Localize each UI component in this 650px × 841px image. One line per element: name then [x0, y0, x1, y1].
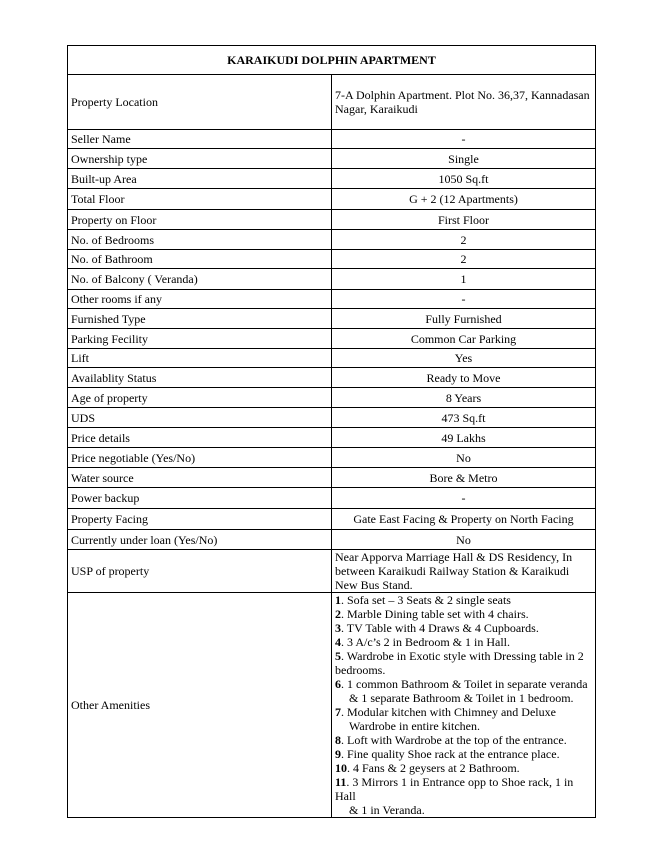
- property-details-table: [67, 45, 596, 818]
- detail-label: Seller Name: [68, 130, 332, 149]
- amenity-number: 1: [335, 593, 341, 607]
- amenity-number: 4: [335, 635, 341, 649]
- detail-label: No. of Bedrooms: [68, 230, 332, 250]
- detail-label: Property on Floor: [68, 210, 332, 230]
- detail-value: -: [332, 130, 596, 149]
- detail-label: Property Facing: [68, 509, 332, 530]
- detail-label: Currently under loan (Yes/No): [68, 530, 332, 550]
- detail-row: [68, 250, 596, 269]
- detail-value: Fully Furnished: [332, 309, 596, 329]
- detail-value: 473 Sq.ft: [332, 408, 596, 428]
- amenity-item: [335, 649, 592, 677]
- amenity-text: . Fine quality Shoe rack at the entrance place.: [341, 747, 560, 761]
- detail-row: [68, 290, 596, 309]
- detail-value: Gate East Facing & Property on North Facing: [332, 509, 596, 530]
- detail-row: [68, 448, 596, 468]
- amenities-list: [332, 593, 596, 818]
- detail-label: Water source: [68, 468, 332, 488]
- amenity-item: [335, 775, 592, 803]
- amenity-number: 11: [335, 775, 347, 789]
- detail-label: Age of property: [68, 388, 332, 408]
- amenity-item: [335, 761, 592, 775]
- detail-value: 49 Lakhs: [332, 428, 596, 448]
- amenity-number: 2: [335, 607, 341, 621]
- detail-value: Yes: [332, 349, 596, 368]
- amenity-text: . 1 common Bathroom & Toilet in separate veranda: [341, 677, 588, 691]
- amenity-number: 5: [335, 649, 341, 663]
- amenity-item: [335, 635, 592, 649]
- detail-value: 1: [332, 269, 596, 290]
- detail-row: [68, 169, 596, 189]
- amenity-continuation: & 1 separate Bathroom & Toilet in 1 bedroom.: [349, 691, 574, 705]
- detail-label: No. of Bathroom: [68, 250, 332, 269]
- usp-value: Near Apporva Marriage Hall & DS Residency, In between Karaikudi Railway Station & Karaikudi New Bus Stand.: [332, 550, 596, 593]
- detail-value: G + 2 (12 Apartments): [332, 189, 596, 210]
- detail-value: Single: [332, 149, 596, 169]
- amenity-item: [335, 733, 592, 747]
- amenities-row: [68, 593, 596, 818]
- location-value: 7-A Dolphin Apartment. Plot No. 36,37, Kannadasan Nagar, Karaikudi: [332, 75, 596, 130]
- detail-row: [68, 468, 596, 488]
- detail-label: Power backup: [68, 488, 332, 509]
- detail-label: Ownership type: [68, 149, 332, 169]
- amenity-item: [335, 705, 592, 719]
- detail-value: 2: [332, 230, 596, 250]
- detail-label: Furnished Type: [68, 309, 332, 329]
- detail-row: [68, 329, 596, 349]
- amenity-continuation: Wardrobe in entire kitchen.: [349, 719, 480, 733]
- amenity-number: 9: [335, 747, 341, 761]
- amenity-continuation: & 1 in Veranda.: [349, 803, 425, 817]
- detail-label: Price details: [68, 428, 332, 448]
- detail-value: Common Car Parking: [332, 329, 596, 349]
- amenity-text: . TV Table with 4 Draws & 4 Cupboards.: [341, 621, 539, 635]
- detail-label: Other rooms if any: [68, 290, 332, 309]
- detail-row: [68, 530, 596, 550]
- detail-row: [68, 149, 596, 169]
- detail-row: [68, 349, 596, 368]
- detail-value: 1050 Sq.ft: [332, 169, 596, 189]
- amenity-item: [335, 607, 592, 621]
- detail-row: [68, 269, 596, 290]
- amenity-text: . 4 Fans & 2 geysers at 2 Bathroom.: [347, 761, 520, 775]
- detail-row: [68, 189, 596, 210]
- usp-row: [68, 550, 596, 593]
- detail-value: Ready to Move: [332, 368, 596, 388]
- amenity-text: . Sofa set – 3 Seats & 2 single seats: [341, 593, 511, 607]
- usp-label: USP of property: [68, 550, 332, 593]
- location-row: [68, 75, 596, 130]
- detail-value: -: [332, 488, 596, 509]
- amenity-number: 10: [335, 761, 347, 775]
- amenity-item: [335, 621, 592, 635]
- title-row: [68, 46, 596, 75]
- detail-label: Price negotiable (Yes/No): [68, 448, 332, 468]
- amenity-item: [335, 747, 592, 761]
- amenity-number: 3: [335, 621, 341, 635]
- detail-label: Lift: [68, 349, 332, 368]
- document-title: KARAIKUDI DOLPHIN APARTMENT: [68, 46, 596, 75]
- amenity-text: . Loft with Wardrobe at the top of the entrance.: [341, 733, 567, 747]
- detail-value: -: [332, 290, 596, 309]
- detail-row: [68, 368, 596, 388]
- detail-label: UDS: [68, 408, 332, 428]
- detail-row: [68, 210, 596, 230]
- detail-value: 8 Years: [332, 388, 596, 408]
- detail-row: [68, 488, 596, 509]
- detail-row: [68, 230, 596, 250]
- amenity-number: 8: [335, 733, 341, 747]
- detail-row: [68, 428, 596, 448]
- detail-label: No. of Balcony ( Veranda): [68, 269, 332, 290]
- amenity-number: 7: [335, 705, 341, 719]
- detail-row: [68, 130, 596, 149]
- detail-row: [68, 388, 596, 408]
- detail-value: Bore & Metro: [332, 468, 596, 488]
- detail-label: Total Floor: [68, 189, 332, 210]
- detail-label: Parking Fecility: [68, 329, 332, 349]
- amenity-text: . Marble Dining table set with 4 chairs.: [341, 607, 529, 621]
- amenity-item: [335, 677, 592, 691]
- detail-row: [68, 309, 596, 329]
- detail-row: [68, 509, 596, 530]
- amenity-item: [335, 593, 592, 607]
- detail-value: First Floor: [332, 210, 596, 230]
- detail-value: 2: [332, 250, 596, 269]
- amenity-text: . Modular kitchen with Chimney and Deluxe: [341, 705, 556, 719]
- amenity-text: . 3 A/c’s 2 in Bedroom & 1 in Hall.: [341, 635, 510, 649]
- amenity-text: . 3 Mirrors 1 in Entrance opp to Shoe rack, 1 in Hall: [335, 775, 574, 803]
- amenities-label: Other Amenities: [68, 593, 332, 818]
- location-label: Property Location: [68, 75, 332, 130]
- amenity-text: . Wardrobe in Exotic style with Dressing table in 2 bedrooms.: [335, 649, 584, 677]
- detail-value: No: [332, 448, 596, 468]
- detail-row: [68, 408, 596, 428]
- amenity-number: 6: [335, 677, 341, 691]
- detail-label: Built-up Area: [68, 169, 332, 189]
- detail-label: Availablity Status: [68, 368, 332, 388]
- detail-value: No: [332, 530, 596, 550]
